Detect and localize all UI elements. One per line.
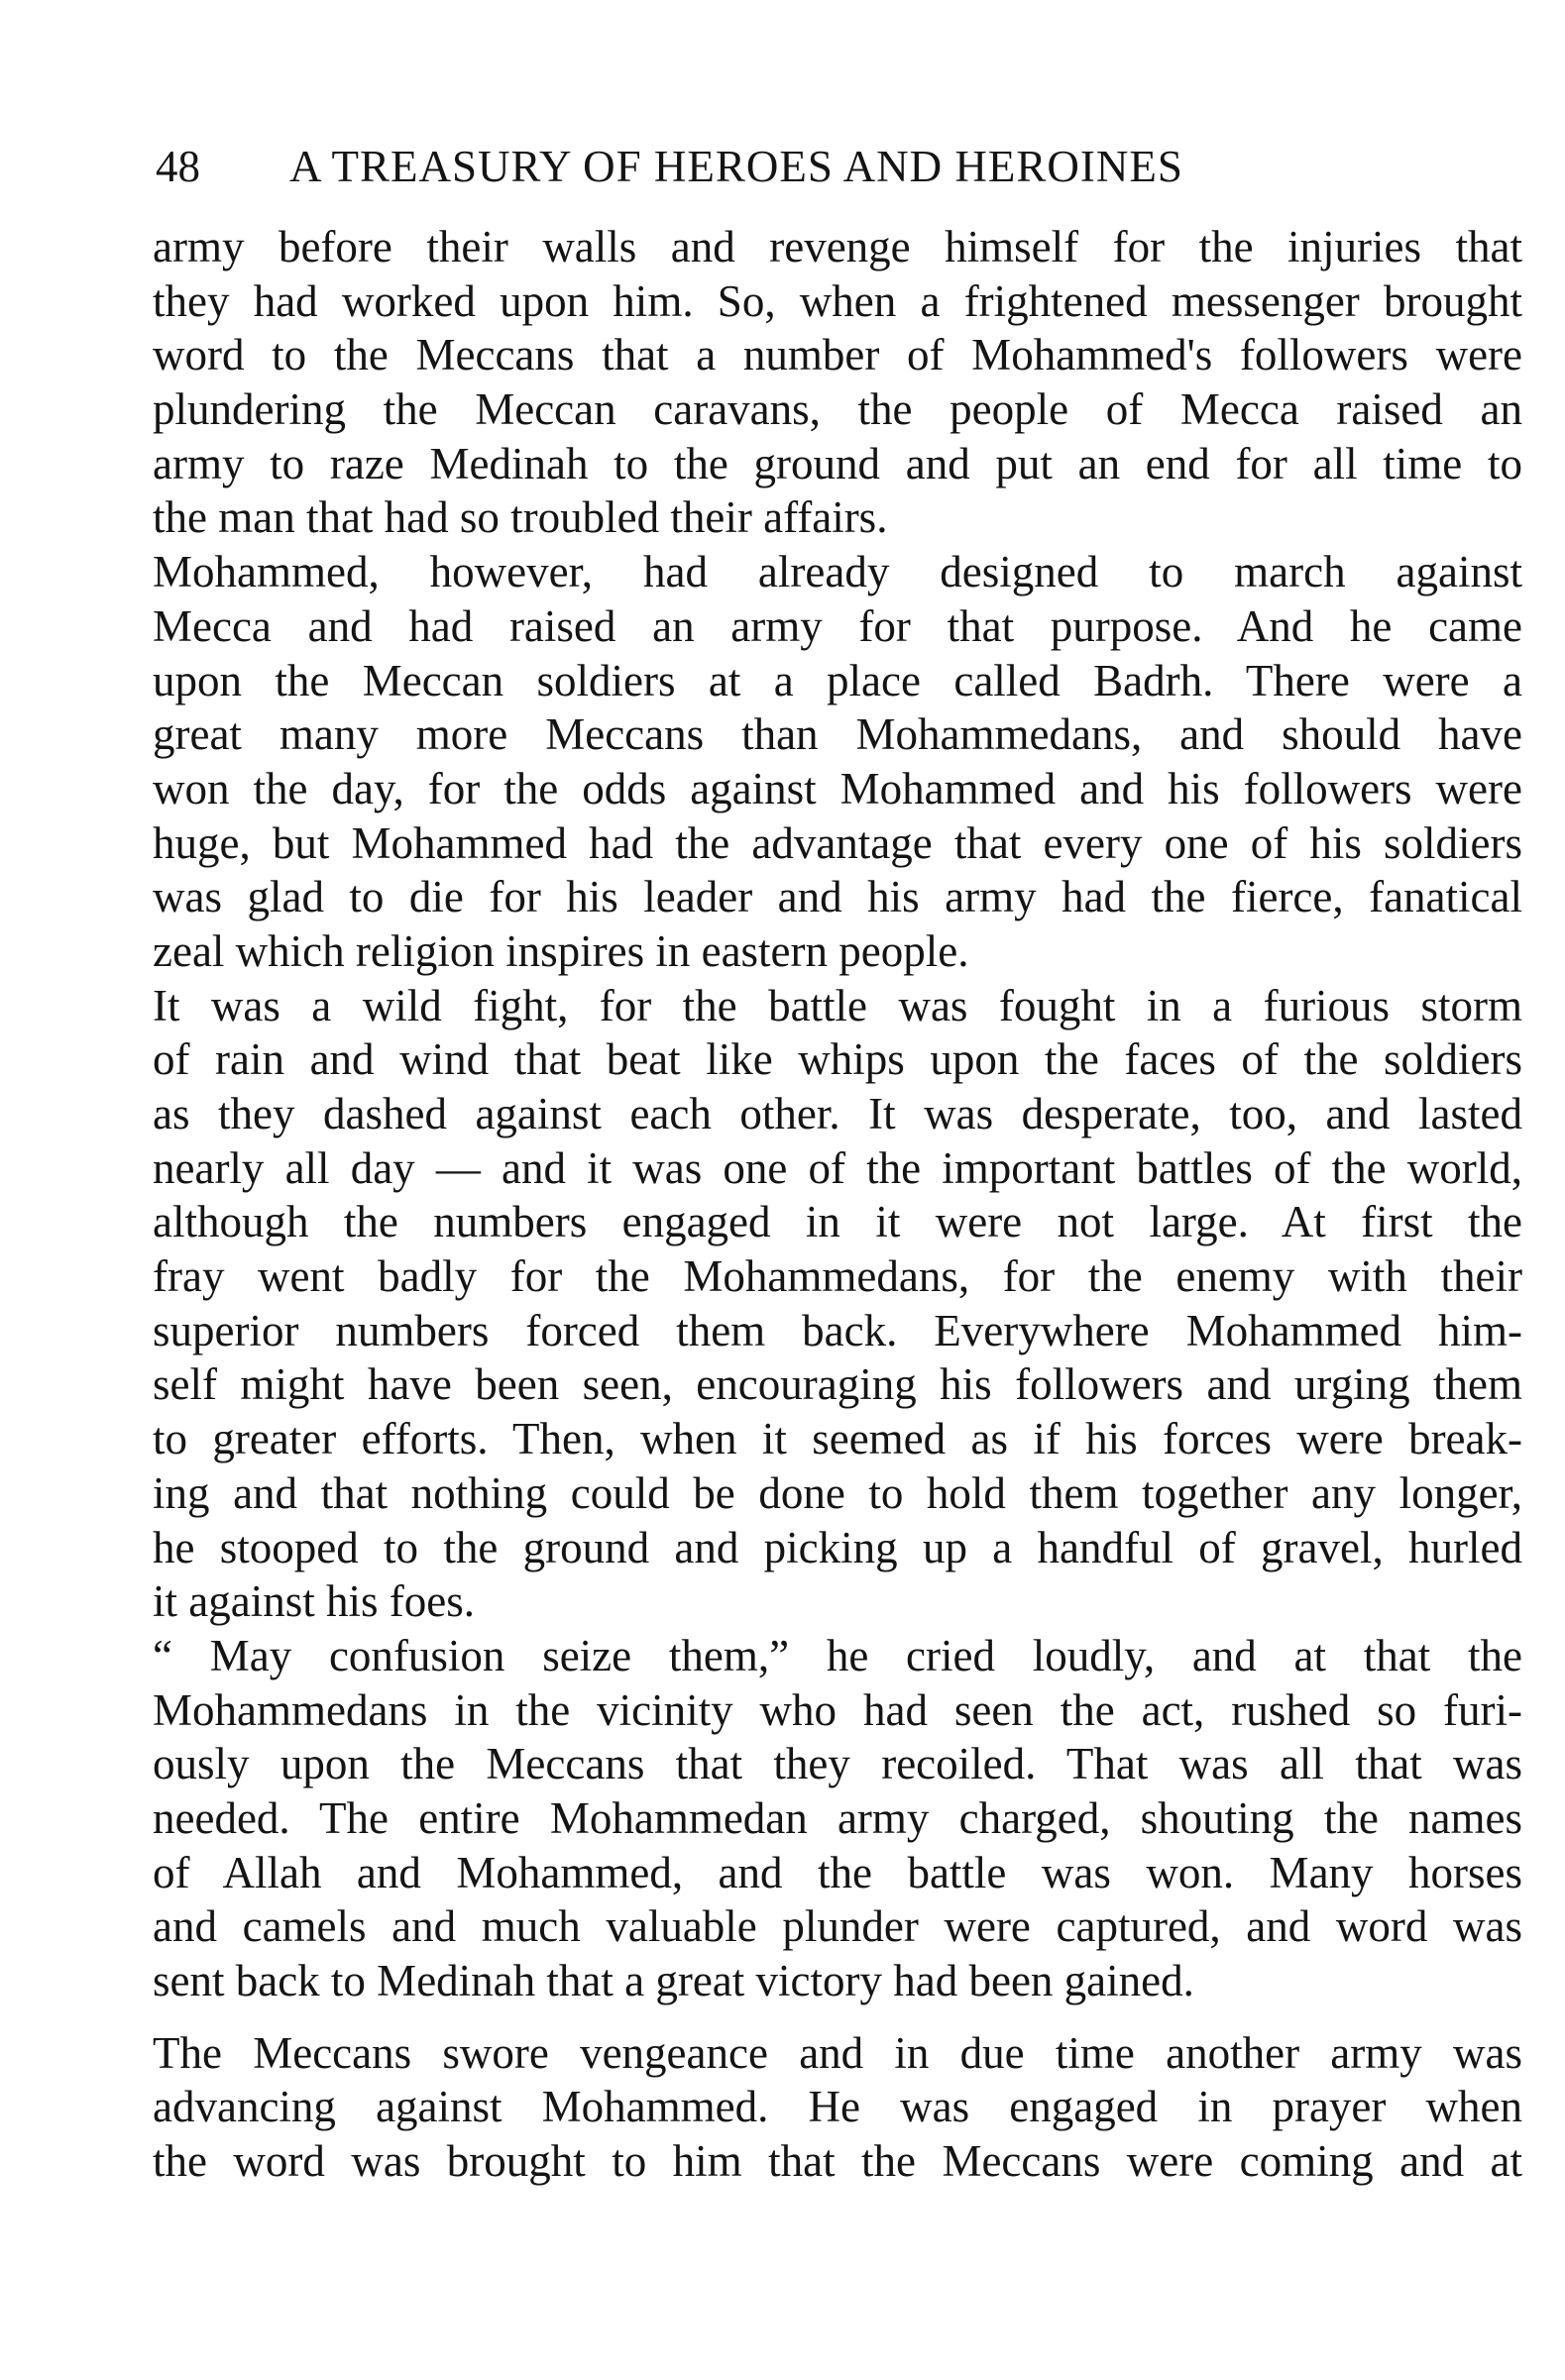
- text-line: the word was brought to him that the Meccans were coming and at: [153, 2136, 1522, 2187]
- text-line: Mohammedans in the vicinity who had seen the act, rushed so furi-: [153, 1684, 1522, 1735]
- paragraph: [153, 545, 1522, 979]
- paragraph: [153, 220, 1522, 545]
- text-line: superior numbers forced them back. Everywhere Mohammed him-: [153, 1305, 1522, 1355]
- text-line: word to the Meccans that a number of Mohammed's followers were: [153, 330, 1522, 380]
- text-line: zeal which religion inspires in eastern people.: [153, 925, 969, 976]
- text-line: sent back to Medinah that a great victory had been gained.: [153, 1956, 1194, 2005]
- text-line: fray went badly for the Mohammedans, for the enemy with their: [153, 1251, 1522, 1302]
- text-line: ously upon the Meccans that they recoiled. That was all that was: [153, 1739, 1522, 1789]
- text-line: and camels and much valuable plunder were captured, and word was: [153, 1901, 1522, 1952]
- body-text: [153, 220, 1522, 2189]
- text-line: great many more Meccans than Mohammedans, and should have: [153, 709, 1522, 760]
- paragraph: [153, 2026, 1522, 2189]
- text-line: needed. The entire Mohammedan army charged, shouting the names: [153, 1792, 1522, 1843]
- text-line: It was a wild fight, for the battle was fought in a furious storm: [153, 980, 1522, 1030]
- paragraph: [153, 1629, 1522, 2008]
- text-line: plundering the Meccan caravans, the people of Mecca raised an: [153, 384, 1522, 435]
- text-line: huge, but Mohammed had the advantage that every one of his soldiers: [153, 817, 1522, 868]
- text-line: upon the Meccan soldiers at a place called Badrh. There were a: [153, 655, 1522, 705]
- text-line: The Meccans swore vengeance and in due time another army was: [153, 2027, 1522, 2078]
- text-line: he stooped to the ground and picking up a handful of gravel, hurled: [153, 1522, 1522, 1572]
- text-line: of Allah and Mohammed, and the battle was won. Many horses: [153, 1847, 1522, 1897]
- text-line: army to raze Medinah to the ground and put an end for all time to: [153, 438, 1522, 488]
- text-line: self might have been seen, encouraging his followers and urging them: [153, 1359, 1522, 1410]
- text-line: Mecca and had raised an army for that purpose. And he came: [153, 600, 1522, 651]
- text-line: as they dashed against each other. It was desperate, too, and lasted: [153, 1089, 1522, 1138]
- text-line: won the day, for the odds against Mohammed and his followers were: [153, 763, 1522, 813]
- text-line: although the numbers engaged in it were not large. At first the: [153, 1197, 1522, 1247]
- text-line: to greater efforts. Then, when it seemed as if his forces were break-: [153, 1414, 1522, 1464]
- text-line: Mohammed, however, had already designed to march against: [153, 547, 1522, 597]
- text-line: was glad to die for his leader and his army had the fierce, fanatical: [153, 872, 1522, 922]
- text-line: ing and that nothing could be done to hold them together any longer,: [153, 1467, 1522, 1518]
- running-head: [156, 132, 1523, 201]
- paragraph: [153, 979, 1522, 1629]
- text-line: advancing against Mohammed. He was engaged in prayer when: [153, 2082, 1522, 2132]
- text-line: army before their walls and revenge himself for the injuries that: [153, 222, 1522, 271]
- text-line: of rain and wind that beat like whips upon the faces of the soldiers: [153, 1034, 1522, 1085]
- text-line: “ May confusion seize them,” he cried loudly, and at that the: [153, 1630, 1522, 1680]
- text-line: the man that had so troubled their affairs.: [153, 492, 888, 543]
- text-line: nearly all day — and it was one of the important battles of the world,: [153, 1142, 1522, 1193]
- running-title: A TREASURY OF HEROES AND HEROINES: [289, 142, 1183, 191]
- page-number: 48: [156, 142, 200, 191]
- text-line: it against his foes.: [153, 1576, 475, 1627]
- text-line: they had worked upon him. So, when a frightened messenger brought: [153, 275, 1522, 326]
